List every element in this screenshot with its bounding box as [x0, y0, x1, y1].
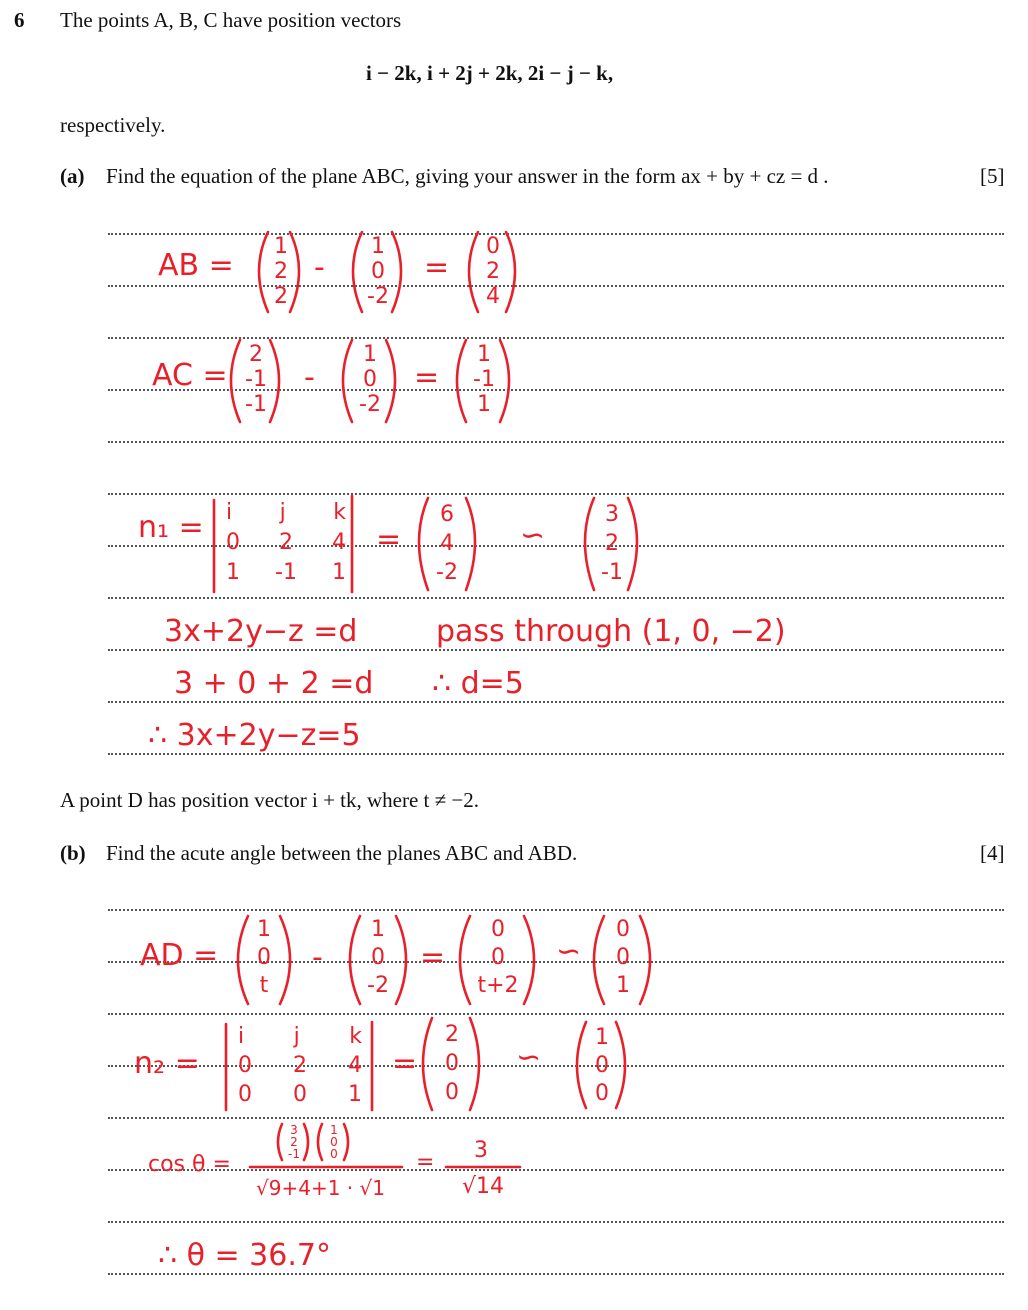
ad-result: 0 0 t+2 — [477, 917, 519, 998]
part-b-text: Find the acute angle between the planes ABC and ABD. — [106, 841, 578, 865]
ac-label: AC = — [152, 358, 228, 393]
ab-vector-1: 1 2 2 — [274, 234, 288, 309]
ad-vector-2: 1 0 -2 — [367, 917, 389, 998]
cos-numerator-vector-1: 3 2 -1 — [288, 1123, 300, 1161]
ab-label: AB = — [158, 248, 234, 283]
substitution: 3 + 0 + 2 =d — [174, 666, 374, 701]
equals-sign: = — [424, 250, 450, 285]
part-a-label: (a) — [60, 164, 85, 188]
minus-sign: - — [314, 250, 325, 285]
n2-simplified: 1 0 0 — [595, 1025, 609, 1106]
cos-theta-label: cos θ = — [148, 1152, 231, 1177]
proportional-sign: ∽ — [520, 518, 546, 553]
proportional-sign: ∽ — [556, 934, 582, 969]
part-b-label: (b) — [60, 841, 86, 865]
n2-determinant: i j k 0 2 4 0 0 1 — [238, 1024, 362, 1107]
ab-result: 0 2 4 — [486, 234, 500, 309]
equals-sign: = — [392, 1046, 418, 1081]
final-angle: ∴ θ = 36.7° — [158, 1238, 331, 1273]
cos-numerator-vector-2: 1 0 0 — [330, 1123, 338, 1161]
equals-sign: = — [416, 1150, 435, 1175]
minus-sign: - — [304, 360, 315, 395]
n2-result: 2 0 0 — [445, 1022, 459, 1105]
intro-end: respectively. — [60, 113, 166, 137]
cos-result-denominator: √14 — [462, 1174, 505, 1199]
part-b-marks: [4] — [980, 841, 1005, 865]
question-intro: The points A, B, C have position vectors — [60, 8, 402, 32]
cos-result-numerator: 3 — [474, 1138, 488, 1163]
n2-label: n₂ = — [134, 1046, 200, 1081]
ab-vector-2: 1 0 -2 — [367, 234, 389, 309]
position-vectors: i − 2k, i + 2j + 2k, 2i − j − k, — [366, 61, 614, 85]
question-number: 6 — [14, 8, 25, 32]
equals-sign: = — [376, 522, 402, 557]
ad-label: AD = — [140, 938, 219, 973]
plane-equation-general: 3x+2y−z =d — [164, 614, 358, 649]
ac-vector-1: 2 -1 -1 — [245, 342, 267, 417]
part-b-intro: A point D has position vector i + tk, where t ≠ −2. — [60, 788, 479, 812]
proportional-sign: ∽ — [516, 1040, 542, 1075]
ad-vector-1: 1 0 t — [257, 917, 271, 998]
d-value: ∴ d=5 — [432, 666, 524, 701]
ac-result: 1 -1 1 — [473, 342, 495, 417]
part-a-text: Find the equation of the plane ABC, giving your answer in the form ax + by + cz = d . — [106, 164, 829, 188]
equals-sign: = — [420, 940, 446, 975]
n1-result: 6 4 -2 — [436, 502, 458, 585]
pass-through-point: pass through (1, 0, −2) — [436, 614, 786, 649]
part-a-marks: [5] — [980, 164, 1005, 188]
n1-label: n₁ = — [138, 510, 204, 545]
equals-sign: = — [414, 360, 440, 395]
cos-denominator: √9+4+1 · √1 — [256, 1176, 385, 1200]
minus-sign: - — [312, 940, 323, 975]
plane-equation-final: ∴ 3x+2y−z=5 — [148, 718, 361, 753]
n1-determinant: i j k 0 2 4 1 -1 1 — [226, 500, 346, 585]
ad-simplified: 0 0 1 — [616, 917, 630, 998]
n1-simplified: 3 2 -1 — [601, 502, 623, 585]
ac-vector-2: 1 0 -2 — [359, 342, 381, 417]
